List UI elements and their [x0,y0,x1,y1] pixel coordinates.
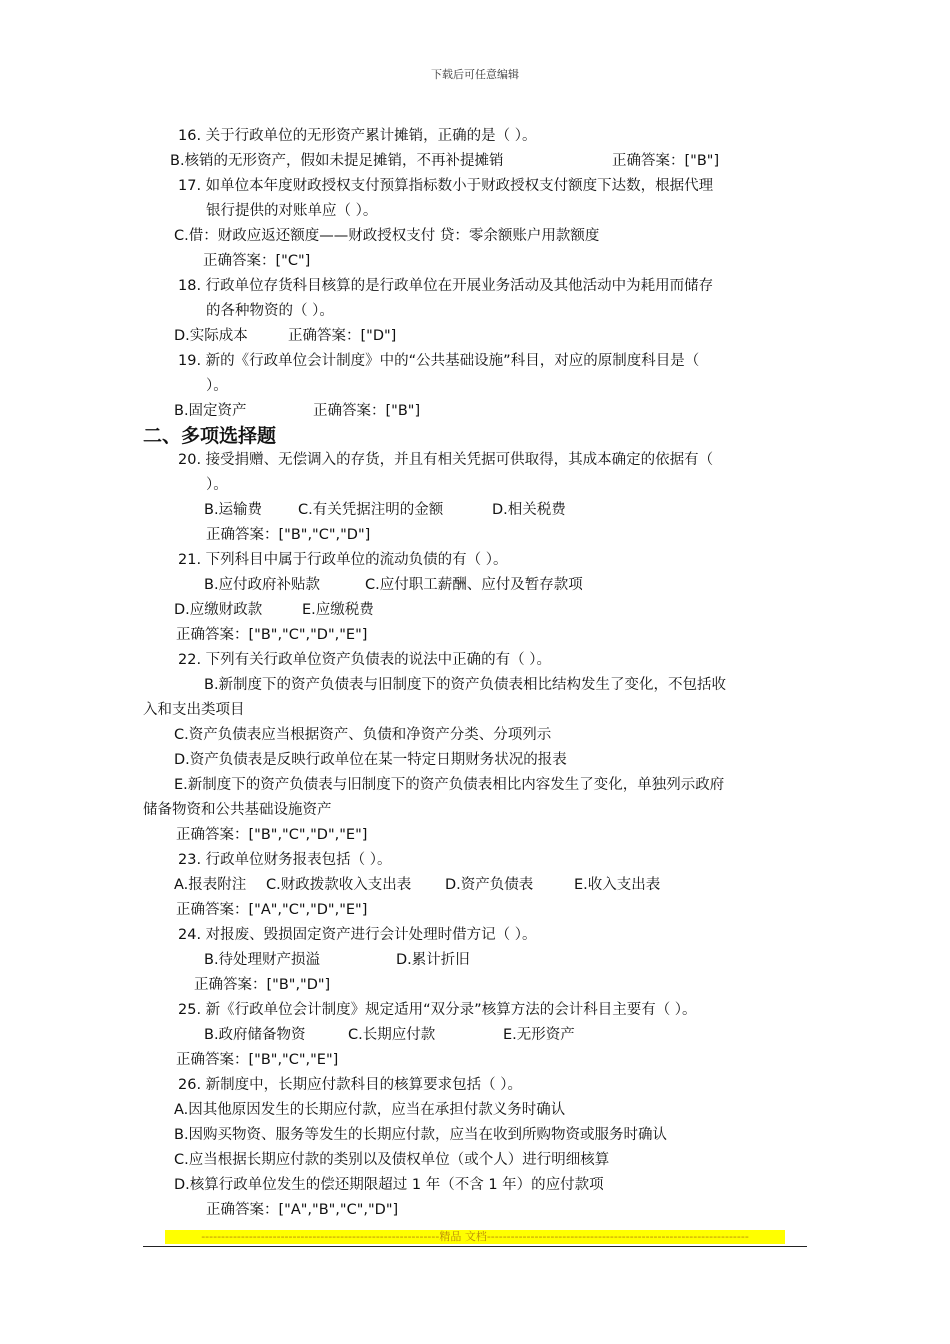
question-17: 17. 如单位本年度财政授权支付预算指标数小于财政授权支付额度下达数，根据代理 [178,178,714,194]
option-line: D.资产负债表是反映行政单位在某一特定日期财务状况的报表 [174,752,567,768]
option-line: D.核算行政单位发生的偿还期限超过 1 年（不含 1 年）的应付款项 [174,1177,604,1193]
answer-line: 正确答案：["B","C","D","E"] [176,827,368,843]
question-20-cont: ）。 [206,477,228,493]
option-line-cont: 入和支出类项目 [143,702,245,718]
footer-divider [143,1246,807,1247]
option-line: B.新制度下的资产负债表与旧制度下的资产负债表相比结构发生了变化，不包括收 [204,677,727,693]
question-18: 18. 行政单位存货科目核算的是行政单位在开展业务活动及其他活动中为耗用而储存 [178,278,714,294]
option-item: D.累计折旧 [396,952,470,968]
option-line: B.因购买物资、服务等发生的长期应付款，应当在收到所购物资或服务时确认 [174,1127,668,1143]
option-item: E.应缴税费 [302,602,374,618]
answer-line: 正确答案：["A","C","D","E"] [176,902,368,918]
question-22: 22. 下列有关行政单位资产负债表的说法中正确的有（ ）。 [178,652,552,668]
answer-line: 正确答案：["B"] [313,403,421,419]
question-16: 16. 关于行政单位的无形资产累计摊销，正确的是（ ）。 [178,128,537,144]
question-19-cont: ）。 [206,378,228,394]
option-line: C.借：财政应返还额度——财政授权支付 贷：零余额账户用款额度 [174,228,600,244]
option-item: C.有关凭据注明的金额 [298,502,444,518]
answer-line: 正确答案：["B"] [612,153,720,169]
answer-line: 正确答案：["B","C","D","E"] [176,627,368,643]
option-item: A.报表附注 [174,877,247,893]
option-line: C.应当根据长期应付款的类别以及债权单位（或个人）进行明细核算 [174,1152,610,1168]
option-line: B.固定资产 [174,403,247,419]
section-heading: 二、多项选择题 [143,425,277,447]
option-line: D.实际成本 [174,328,248,344]
option-line-cont: 储备物资和公共基础设施资产 [143,802,332,818]
option-item: D.资产负债表 [445,877,534,893]
option-item: C.长期应付款 [348,1027,436,1043]
question-21: 21. 下列科目中属于行政单位的流动负债的有（ ）。 [178,552,508,568]
question-25: 25. 新《行政单位会计制度》规定适用“双分录”核算方法的会计科目主要有（ ）。 [178,1002,697,1018]
option-item: C.应付职工薪酬、应付及暂存款项 [365,577,583,593]
option-line: E.新制度下的资产负债表与旧制度下的资产负债表相比内容发生了变化，单独列示政府 [174,777,725,793]
option-item: E.无形资产 [503,1027,575,1043]
option-item: B.政府储备物资 [204,1027,306,1043]
option-line: C.资产负债表应当根据资产、负债和净资产分类、分项列示 [174,727,552,743]
option-item: C.财政拨款收入支出表 [266,877,412,893]
answer-line: 正确答案：["A","B","C","D"] [206,1202,399,1218]
option-line: A.因其他原因发生的长期应付款，应当在承担付款义务时确认 [174,1102,566,1118]
question-24: 24. 对报废、毁损固定资产进行会计处理时借方记（ ）。 [178,927,537,943]
option-item: D.应缴财政款 [174,602,263,618]
option-item: E.收入支出表 [574,877,661,893]
answer-line: 正确答案：["B","C","E"] [176,1052,339,1068]
answer-line: 正确答案：["B","C","D"] [206,527,371,543]
page-header: 下载后可任意编辑 [431,68,519,81]
answer-line: 正确答案：["B","D"] [194,977,331,993]
question-20: 20. 接受捐赠、无偿调入的存货，并且有相关凭据可供取得，其成本确定的依据有（ [178,452,714,468]
option-item: B.运输费 [204,502,263,518]
answer-line: 正确答案：["C"] [203,253,311,269]
option-item: B.应付政府补贴款 [204,577,321,593]
option-item: B.待处理财产损溢 [204,952,321,968]
question-19: 19. 新的《行政单位会计制度》中的“公共基础设施”科目，对应的原制度科目是（ [178,353,700,369]
footer-banner: ------------------------------------------------------------精品 文档------------------------------------------------------------------ [165,1230,785,1244]
answer-line: 正确答案：["D"] [288,328,397,344]
option-line: B.核销的无形资产，假如未提足摊销，不再补提摊销 [170,153,504,169]
question-18-cont: 的各种物资的（ ）。 [206,303,334,319]
question-26: 26. 新制度中，长期应付款科目的核算要求包括（ ）。 [178,1077,523,1093]
question-23: 23. 行政单位财务报表包括（ ）。 [178,852,392,868]
question-17-cont: 银行提供的对账单应（ ）。 [206,203,378,219]
option-item: D.相关税费 [492,502,566,518]
